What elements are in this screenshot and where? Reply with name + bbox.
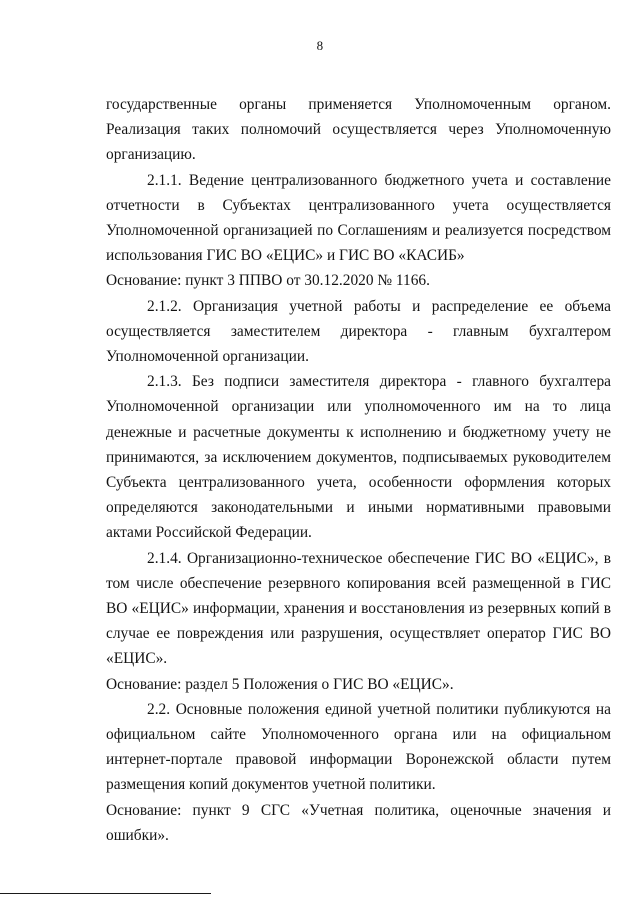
paragraph-2-2: 2.2. Основные положения единой учетной политики публикуются на официальном сайте Уполномоченного органа или на официальном интернет-портале правовой информации Воронежской области путем размещения копий документов учетной политики. bbox=[106, 700, 611, 794]
paragraph-continuation: государственные органы применяется Уполномоченным органом. Реализация таких полномочий осуществляется через Уполномоченную организацию. bbox=[106, 96, 611, 164]
document-body bbox=[106, 92, 611, 848]
footnote-divider bbox=[0, 893, 211, 894]
paragraph-2-1-3: 2.1.3. Без подписи заместителя директора - главного бухгалтера Уполномоченной организации или уполномоченного им на то лица денежные и расчетные документы к исполнению и бюджетному учету не принимаются, за исключением документов, подписываемых руководителем Субъекта централизованного учета, особенности оформления которых определяются законодательными и иными нормативными правовыми актами Российской Федерации. bbox=[106, 373, 611, 542]
basis-note: Основание: пункт 3 ППВО от 30.12.2020 № 1166. bbox=[106, 272, 430, 290]
paragraph-2-1-1: 2.1.1. Ведение централизованного бюджетного учета и составление отчетности в Субъектах централизованного учета осуществляется Уполномоченной организацией по Соглашениям и реализуется посредством использования ГИС ВО «ЕЦИС» и ГИС ВО «КАСИБ» bbox=[106, 171, 611, 265]
page-number: 8 bbox=[316, 38, 324, 53]
basis-note: Основание: пункт 9 СГС «Учетная политика, оценочные значения и ошибки». bbox=[106, 801, 611, 844]
paragraph-2-1-4: 2.1.4. Организационно-техническое обеспечение ГИС ВО «ЕЦИС», в том числе обеспечение резервного копирования всей размещенной в ГИС ВО «ЕЦИС» информации, хранения и восстановления из резервных копий в случае ее повреждения или разрушения, осуществляет оператор ГИС ВО «ЕЦИС». bbox=[106, 549, 611, 668]
basis-note: Основание: раздел 5 Положения о ГИС ВО «ЕЦИС». bbox=[106, 675, 454, 693]
paragraph-2-1-2: 2.1.2. Организация учетной работы и распределение ее объема осуществляется заместителем директора - главным бухгалтером Уполномоченной организации. bbox=[106, 297, 611, 366]
